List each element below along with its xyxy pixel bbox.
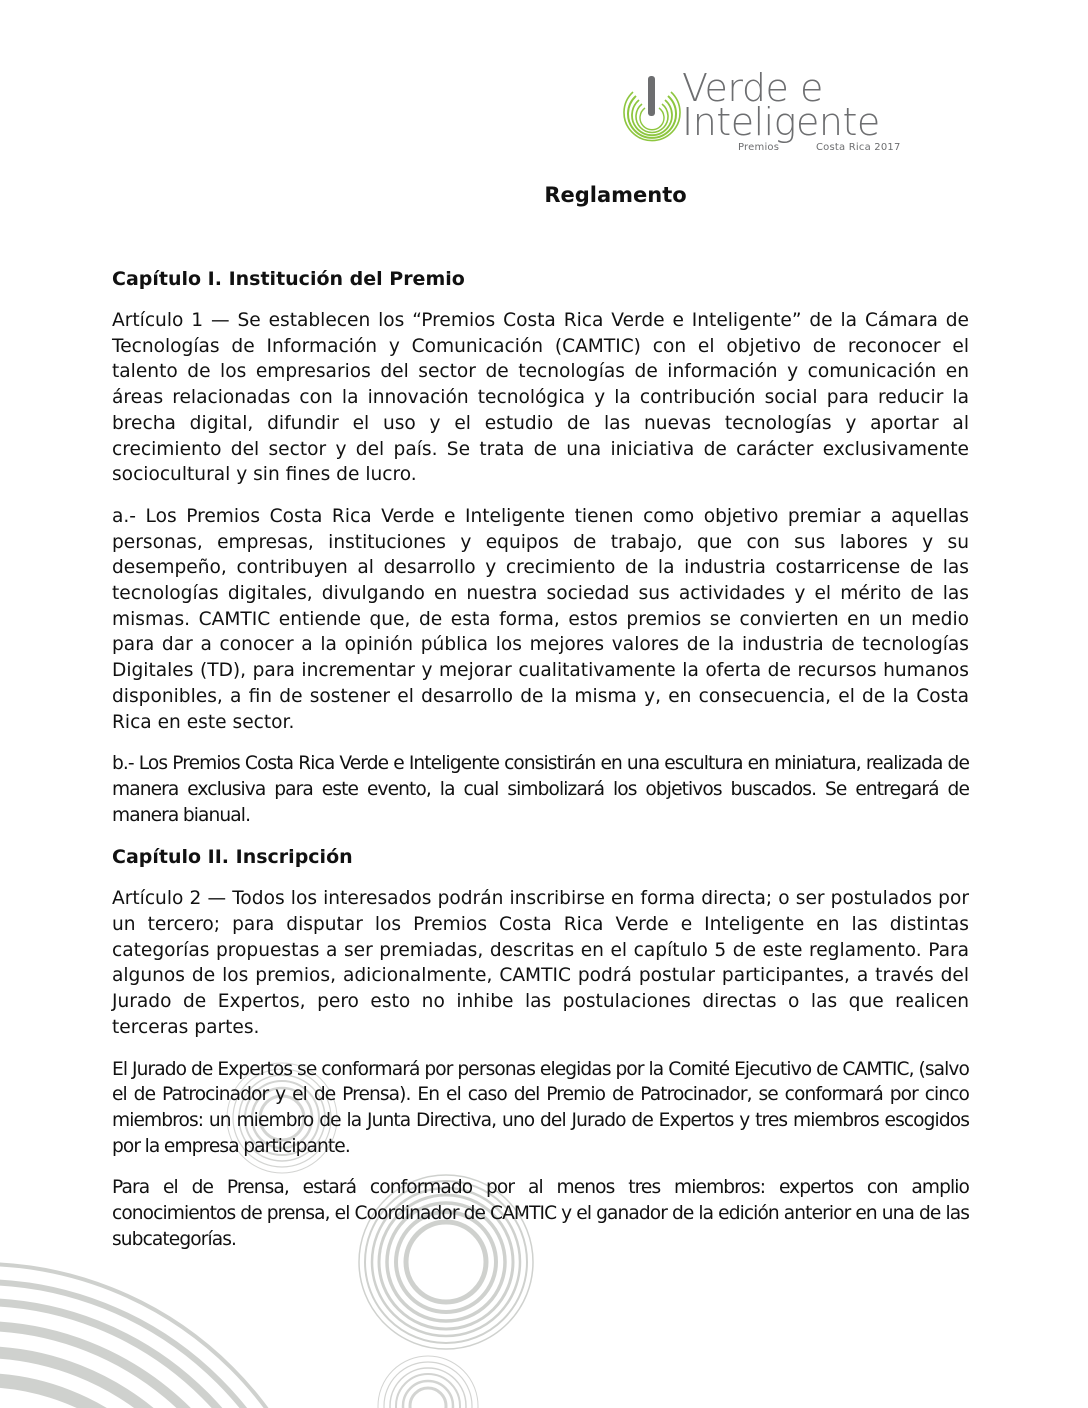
chapter-heading-1: Capítulo I. Institución del Premio [112,268,465,290]
page-title: Reglamento [544,183,687,207]
article-2-paragraph: Artículo 2 — Todos los interesados podrán inscribirse en forma directa; o ser postulados por un tercero; para disputar los Premios Costa Rica Verde e Inteligente en las distintas categorías propuestas a ser premiadas, descritas en el capítulo 5 de este reglamento. Para algunos de los premios, adicionalmente, CAMTIC podrá postular participantes, a través del Jurado de Expertos, pero esto no inhibe las postulaciones directas o las que realicen terceras partes. [112,888,969,1038]
logo-text-line2: Inteligente [682,100,880,144]
article-1-item-b: b.- Los Premios Costa Rica Verde e Inteligente consistirán en una escultura en miniatura, realizada de manera exclusiva para este evento, la cual simbolizará los objetivos buscados. Se entregará de manera bianual. [112,753,969,826]
logo-subtext-premios: Premios [738,142,780,153]
power-swirl-icon [622,74,682,154]
document-body [112,180,969,1253]
logo-text-line1: Verde e [682,66,823,110]
chapter-heading-2: Capítulo II. Inscripción [112,846,353,869]
article-1-item-a: a.- Los Premios Costa Rica Verde e Inteligente tienen como objetivo premiar a aquellas personas, empresas, instituciones y equipos de trabajo, que con sus labores y su desempeño, contribuyen al desarrollo y crecimiento de la industria costarricense de las tecnologías digitales, divulgando en nuestra sociedad sus actividades y el mérito de las mismas. CAMTIC entiende que, de esta forma, estos premios se convierten en un medio para dar a conocer a la opinión pública los mejores valores de la industria de tecnologías Digitales (TD), para incrementar y mejorar cualitativamente la oferta de recursos humanos disponibles, a fin de sostener el desarrollo de la misma y, en consecuencia, el de la Costa Rica en este sector. [112,505,969,733]
logo-subtext-costa-rica: Costa Rica 2017 [816,142,901,153]
verde-inteligente-logo [622,66,912,166]
article-1-paragraph: Artículo 1 — Se establecen los “Premios Costa Rica Verde e Inteligente” de la Cámara de Tecnologías de Información y Comunicación (CAMTIC) con el objetivo de reconocer el talento de los empresarios del sector de tecnologías de información y comunicación en áreas relacionadas con la innovación tecnológica y la contribución social para reducir la brecha digital, difundir el uso y el estudio de las nuevas tecnologías y aportar al crecimiento del sector y del país. Se trata de una iniciativa de carácter exclusivamente sociocultural y sin fines de lucro. [112,310,969,486]
jurado-paragraph: El Jurado de Expertos se conformará por personas elegidas por la Comité Ejecutivo de CAMTIC, (salvo el de Patrocinador y el de Prensa). En el caso del Premio de Patrocinador, se conformará por cinco miembros: un miembro de la Junta Directiva, uno del Jurado de Expertos y tres miembros escogidos por la empresa participante. [112,1058,969,1157]
prensa-paragraph: Para el de Prensa, estará conformado por al menos tres miembros: expertos con amplio conocimientos de prensa, el Coordinador de CAMTIC y el ganador de la edición anterior en una de las subcategorías. [112,1177,969,1250]
